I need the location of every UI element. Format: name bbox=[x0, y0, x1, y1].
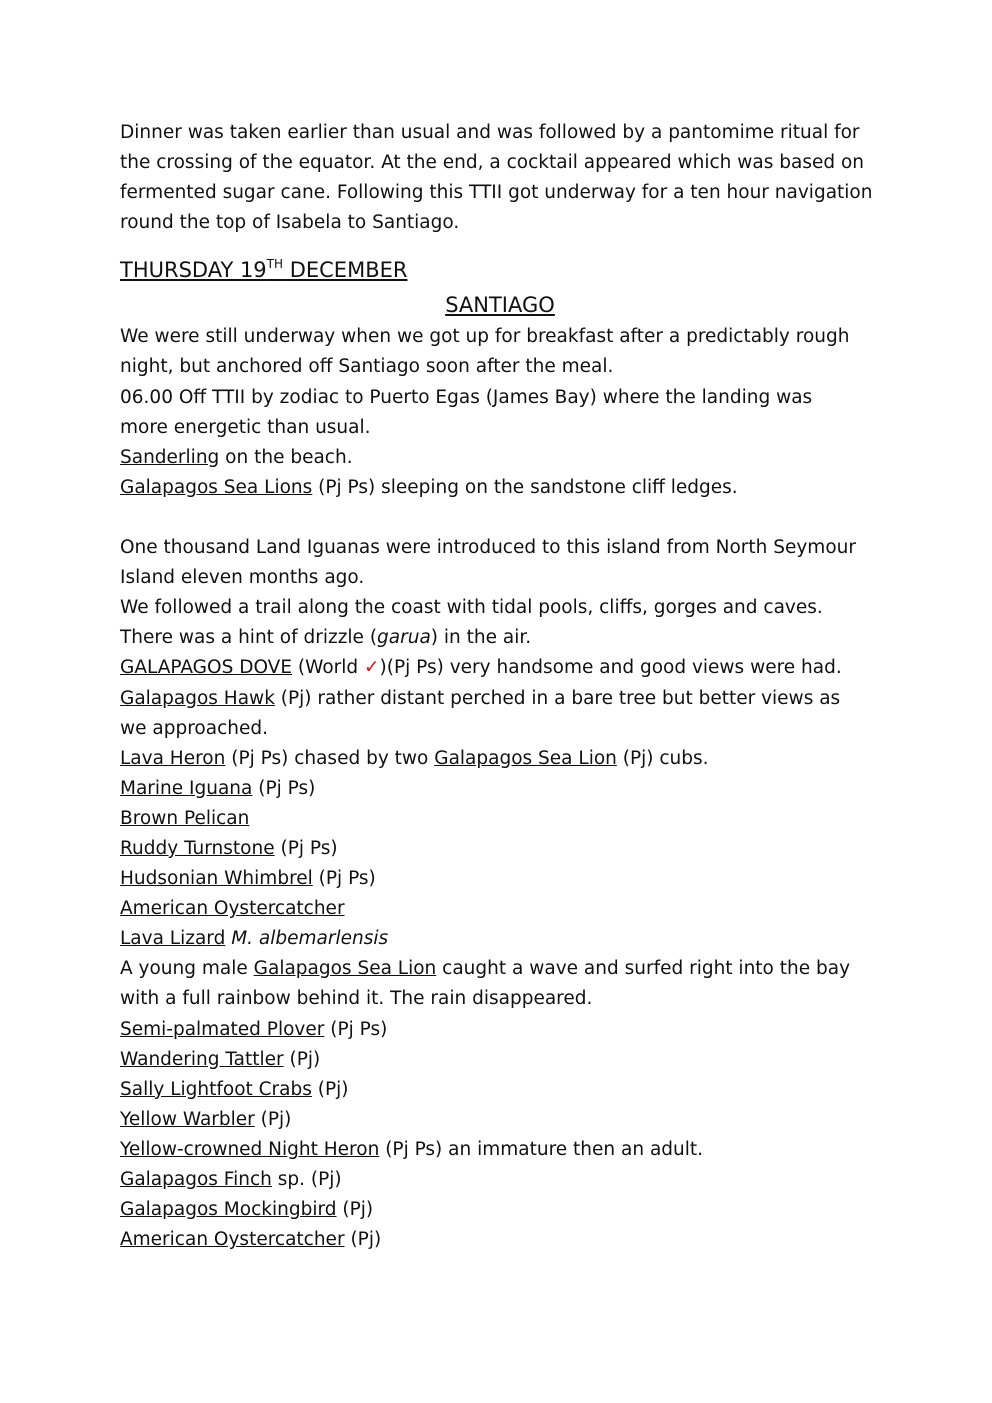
text-line: fermented sugar cane. Following this TTII got underway for a ten hour navigation bbox=[120, 182, 873, 204]
species-name: GALAPAGOS DOVE bbox=[120, 657, 293, 679]
species-entry bbox=[120, 924, 880, 954]
species-name: Brown Pelican bbox=[120, 807, 250, 829]
species-name: Lava Lizard bbox=[120, 928, 226, 950]
text-line: We followed a trail along the coast with tidal pools, cliffs, gorges and caves. bbox=[120, 597, 823, 619]
text-line: more energetic than usual. bbox=[120, 416, 371, 438]
species-entry bbox=[120, 804, 880, 834]
species-name: Lava Heron bbox=[120, 747, 226, 769]
text-line: 06.00 Off TTII by zodiac to Puerto Egas (James Bay) where the landing was bbox=[120, 386, 813, 408]
text-fragment: A young male bbox=[120, 958, 254, 980]
species-note: (Pj Ps) sleeping on the sandstone cliff ledges. bbox=[312, 476, 738, 498]
heading-month: DECEMBER bbox=[283, 258, 408, 283]
morning-paragraph bbox=[120, 322, 880, 503]
check-mark-icon: ✓ bbox=[364, 657, 380, 679]
species-name: Sanderling bbox=[120, 446, 220, 468]
species-name: Galapagos Sea Lions bbox=[120, 476, 313, 498]
text-line bbox=[120, 954, 880, 984]
species-note: (Pj Ps) an immature then an adult. bbox=[379, 1138, 704, 1160]
text-line bbox=[120, 623, 880, 653]
species-entry bbox=[120, 1195, 880, 1225]
species-note: (Pj) rather distant perched in a bare tree but better views as bbox=[274, 687, 841, 709]
species-name: Sally Lightfoot Crabs bbox=[120, 1078, 312, 1100]
species-entry bbox=[120, 473, 880, 503]
species-note: (Pj Ps) bbox=[274, 837, 338, 859]
intro-paragraph bbox=[120, 118, 880, 238]
text-line: night, but anchored off Santiago soon after the meal. bbox=[120, 356, 614, 378]
species-entry bbox=[120, 1015, 880, 1045]
text-fragment: ) in the air. bbox=[430, 627, 532, 649]
species-note: (Pj) bbox=[283, 1048, 321, 1070]
species-name: Yellow-crowned Night Heron bbox=[120, 1138, 380, 1160]
species-note: on the beach. bbox=[219, 446, 353, 468]
species-entry bbox=[120, 653, 880, 683]
paragraph-gap bbox=[120, 503, 880, 533]
trail-paragraph bbox=[120, 533, 880, 1255]
species-note: (Pj Ps) chased by two bbox=[225, 747, 435, 769]
text-line: One thousand Land Iguanas were introduced to this island from North Seymour bbox=[120, 537, 856, 559]
text-line: Island eleven months ago. bbox=[120, 567, 365, 589]
species-name: Galapagos Mockingbird bbox=[120, 1199, 337, 1221]
location-heading: SANTIAGO bbox=[445, 293, 555, 318]
species-entry bbox=[120, 894, 880, 924]
text-line: the crossing of the equator. At the end, a cocktail appeared which was based on bbox=[120, 152, 865, 174]
species-note: (Pj) cubs. bbox=[616, 747, 709, 769]
species-name: Galapagos Hawk bbox=[120, 687, 275, 709]
species-note: (Pj Ps) bbox=[312, 868, 376, 890]
species-name: Hudsonian Whimbrel bbox=[120, 868, 313, 890]
species-note: (Pj) bbox=[311, 1078, 349, 1100]
species-entry bbox=[120, 1225, 880, 1255]
text-fragment: caught a wave and surfed right into the bay bbox=[436, 958, 851, 980]
species-entry bbox=[120, 1105, 880, 1135]
species-name: Galapagos Sea Lion bbox=[434, 747, 617, 769]
species-note: (Pj) bbox=[336, 1199, 374, 1221]
species-note: (Pj Ps) bbox=[324, 1018, 388, 1040]
species-entry bbox=[120, 1165, 880, 1195]
species-entry bbox=[120, 744, 880, 774]
species-entry bbox=[120, 443, 880, 473]
text-line: we approached. bbox=[120, 717, 268, 739]
species-name: Galapagos Sea Lion bbox=[253, 958, 437, 980]
species-entry bbox=[120, 834, 880, 864]
text-line: with a full rainbow behind it. The rain disappeared. bbox=[120, 988, 593, 1010]
species-entry bbox=[120, 684, 880, 714]
text-line: Dinner was taken earlier than usual and was followed by a pantomime ritual for bbox=[120, 122, 860, 143]
species-name: Semi-palmated Plover bbox=[120, 1018, 325, 1040]
species-note: sp. (Pj) bbox=[271, 1169, 342, 1190]
document-page bbox=[120, 118, 880, 1255]
heading-ordinal: TH bbox=[266, 257, 284, 272]
italic-term: garua bbox=[377, 627, 431, 649]
species-entry bbox=[120, 1135, 880, 1165]
species-note: )(Pj Ps) very handsome and good views were had. bbox=[379, 657, 842, 679]
species-name: Ruddy Turnstone bbox=[120, 837, 275, 859]
text-line: round the top of Isabela to Santiago. bbox=[120, 212, 460, 234]
species-entry bbox=[120, 864, 880, 894]
species-latin-name: M. albemarlensis bbox=[225, 928, 389, 950]
species-name: Marine Iguana bbox=[120, 777, 253, 799]
text-line: We were still underway when we got up for breakfast after a predictably rough bbox=[120, 326, 850, 348]
species-note: (Pj) bbox=[254, 1108, 292, 1130]
species-note: (World bbox=[292, 657, 365, 679]
species-name: American Oystercatcher bbox=[120, 1229, 345, 1251]
species-note: (Pj Ps) bbox=[252, 777, 316, 799]
date-heading bbox=[120, 252, 880, 288]
species-note: (Pj) bbox=[344, 1229, 382, 1251]
species-name: American Oystercatcher bbox=[120, 898, 345, 920]
species-name: Galapagos Finch bbox=[120, 1169, 272, 1190]
species-name: Yellow Warbler bbox=[120, 1108, 255, 1130]
heading-day: THURSDAY 19 bbox=[120, 258, 267, 283]
species-name: Wandering Tattler bbox=[120, 1048, 284, 1070]
species-entry bbox=[120, 1075, 880, 1105]
species-entry bbox=[120, 774, 880, 804]
text-fragment: There was a hint of drizzle ( bbox=[120, 627, 378, 649]
species-entry bbox=[120, 1045, 880, 1075]
